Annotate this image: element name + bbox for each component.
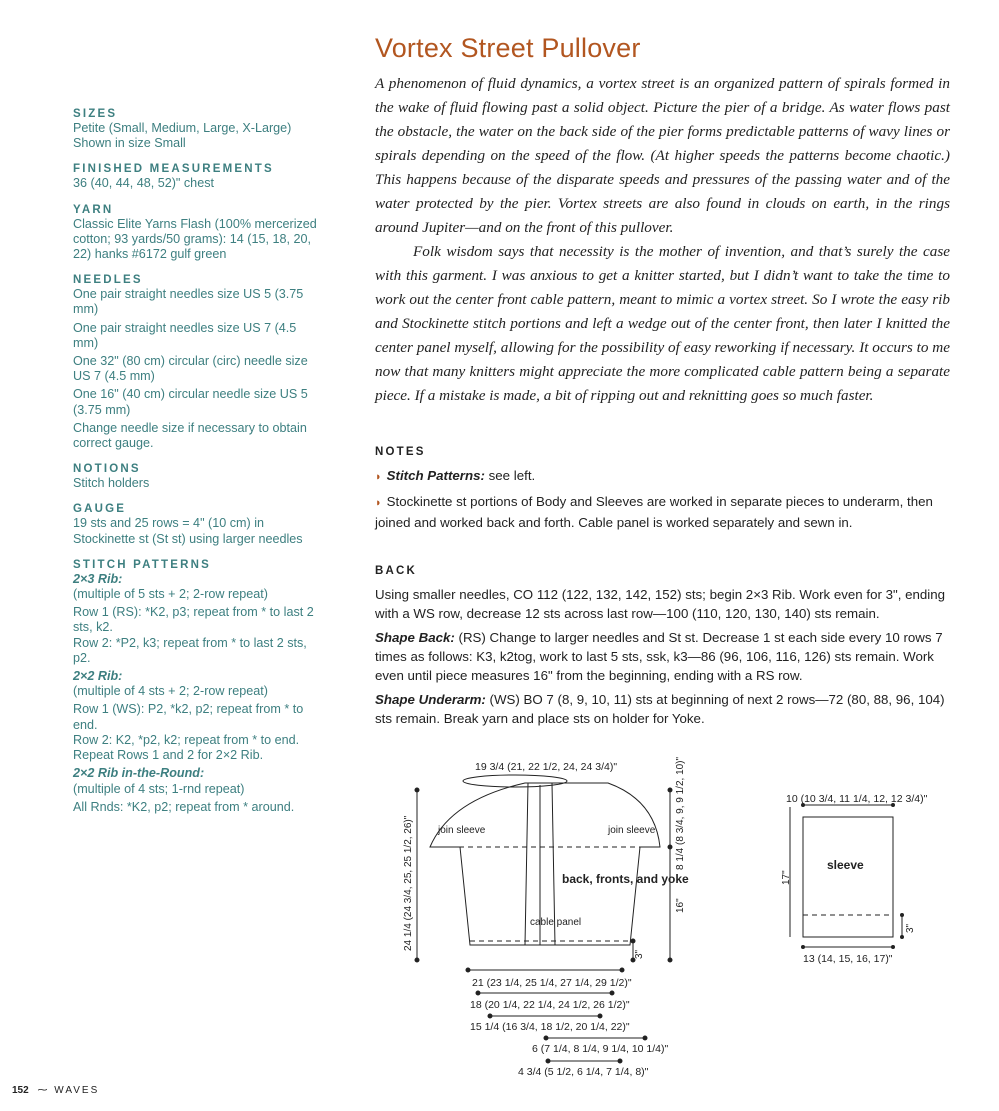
back-paragraph-1: Using smaller needles, CO 112 (122, 132, 142, 152) sts; begin 2×3 Rib. Work even for 3", ending with a WS row, decrease 12 sts across last row—100 (110, 120, 130, 140) sts remain. — [375, 587, 946, 621]
rib23-row2: Row 2: *P2, k3; repeat from * to last 2 sts, p2. — [73, 635, 307, 665]
needles-list — [73, 287, 323, 451]
shape-underarm-label: Shape Underarm: — [375, 692, 486, 707]
back-heading: BACK — [375, 565, 418, 577]
notions-heading: NOTIONS — [73, 463, 141, 476]
body-length-label: 16" — [675, 898, 686, 913]
join-sleeve-right: join sleeve — [608, 825, 656, 836]
gauge-heading: GAUGE — [73, 503, 127, 516]
ribround-multiple: (multiple of 4 sts; 1-rnd repeat) — [73, 781, 245, 796]
rib22-row1: Row 1 (WS): P2, *k2, p2; repeat from * to end. — [73, 702, 304, 732]
sleeve-top-label: 10 (10 3/4, 11 1/4, 12, 12 3/4)" — [786, 793, 928, 805]
yarn-heading: YARN — [73, 203, 114, 216]
bullet-icon: ◗ — [375, 497, 382, 509]
sizes-line: Petite (Small, Medium, Large, X-Large) — [73, 121, 292, 135]
notes-b2-text: Stockinette st portions of Body and Sleeves are worked in separate pieces to underarm, then joined and worked back and forth. Cable panel is worked separately and sewn in. — [375, 494, 933, 530]
notes-heading: NOTES — [375, 446, 426, 458]
notes-bullet-2 — [375, 492, 950, 532]
page-title: Vortex Street Pullover — [375, 33, 641, 63]
back-paragraph-3 — [375, 690, 950, 728]
back-section — [375, 562, 950, 733]
width2-label: 18 (20 1/4, 22 1/4, 24 1/2, 26 1/2)" — [470, 999, 630, 1011]
yoke-depth-label: 8 1/4 (8 3/4, 9, 9 1/2, 10)" — [675, 756, 686, 870]
needle-item: One pair straight needles size US 5 (3.75 mm) — [73, 287, 304, 317]
ribround-title: 2×2 Rib in-the-Round: — [73, 766, 205, 781]
finished-section — [73, 163, 323, 191]
yarn-section — [73, 204, 323, 263]
needle-item: One 32" (80 cm) circular (circ) needle size US 7 (4.5 mm) — [73, 354, 308, 384]
sleeve-length-label: 17" — [781, 870, 792, 885]
rib22-multiple: (multiple of 4 sts + 2; 2-row repeat) — [73, 684, 268, 699]
schematic-diagram — [390, 755, 950, 1080]
stitch-patterns-body — [73, 572, 323, 815]
width5-label: 4 3/4 (5 1/2, 6 1/4, 7 1/4, 8)" — [518, 1066, 649, 1078]
finished-heading: FINISHED MEASUREMENTS — [73, 163, 274, 176]
page-number: 152 — [12, 1085, 29, 1096]
rib23-title: 2×3 Rib: — [73, 571, 123, 586]
notes-b1-text: see left. — [488, 468, 536, 483]
needles-heading: NEEDLES — [73, 274, 143, 287]
width1-label: 21 (23 1/4, 25 1/4, 27 1/4, 29 1/2)" — [472, 977, 632, 989]
gauge-value: 19 sts and 25 rows = 4" (10 cm) in Stockinette st (St st) using larger needles — [73, 516, 303, 546]
sleeve-outline — [803, 817, 893, 937]
shape-back-label: Shape Back: — [375, 630, 455, 645]
rib23-row1: Row 1 (RS): *K2, p3; repeat from * to last 2 sts, k2. — [73, 605, 314, 635]
width4-label: 6 (7 1/4, 8 1/4, 9 1/4, 10 1/4)" — [532, 1043, 669, 1055]
needles-section — [73, 274, 323, 451]
sizes-section — [73, 108, 323, 151]
stitch-patterns-heading: STITCH PATTERNS — [73, 558, 211, 571]
notes-b1-label: Stitch Patterns: — [386, 468, 485, 483]
notes-section — [375, 443, 950, 537]
intro-paragraph-1: A phenomenon of fluid dynamics, a vortex street is an organized pattern of spirals formed in the wake of fluid flowing past a solid object. Picture the pier of a bridge. As water flows past the obstacle, the water on the back side of the pier forms predictable patterns of wavy lines or spirals depending on the speed of the flow. (At higher speeds the patterns become chaotic.) This happens because of the disparate speeds and pressures of the passing water and of the water protected by the pier. Vortex streets are also found in clouds on earth, in the rings around Jupiter—and on the front of this pullover. — [375, 75, 950, 236]
gauge-section — [73, 503, 323, 546]
ribround-all: All Rnds: *K2, p2; repeat from * around. — [73, 799, 295, 814]
shape-back-text: (RS) Change to larger needles and St st. Decrease 1 st each side every 10 rows 7 times as follows: K3, k2tog, work to last 5 sts, ssk, k3—86 (96, 106, 116, 126) sts remain. Work even until piece measures 16" from the beginning, ending with a RS row. — [375, 630, 943, 683]
sleeve-rib-label: 3" — [905, 923, 916, 933]
page-footer — [12, 1085, 99, 1096]
intro-text — [375, 72, 950, 408]
total-length-label: 24 1/4 (24 3/4, 25, 25 1/2, 26)" — [403, 815, 414, 951]
needle-item: Change needle size if necessary to obtain correct gauge. — [73, 420, 307, 451]
rib22-row2: Row 2: K2, *p2, k2; repeat from * to end. — [73, 732, 300, 747]
rib-depth-label: 3" — [634, 949, 645, 959]
bullet-icon: ◗ — [375, 471, 382, 483]
yarn-value: Classic Elite Yarns Flash (100% mercerized cotton; 93 yards/50 grams): 14 (15, 18, 20, 22) hanks #6172 gulf green — [73, 216, 317, 262]
notes-bullet-1 — [375, 466, 950, 487]
stitch-patterns-section — [73, 559, 323, 815]
sizes-shown: Shown in size Small — [73, 136, 186, 151]
sleeve-label: sleeve — [827, 858, 864, 872]
shape-underarm-text: (WS) BO 7 (8, 9, 10, 11) sts at beginning of next 2 rows—72 (80, 88, 96, 104) sts remain. Break yarn and place sts on holder for Yoke. — [375, 692, 945, 726]
rib22-title: 2×2 Rib: — [73, 669, 123, 684]
rib22-repeat: Repeat Rows 1 and 2 for 2×2 Rib. — [73, 748, 264, 763]
specs-column — [73, 108, 323, 827]
rib23-multiple: (multiple of 5 sts + 2; 2-row repeat) — [73, 587, 268, 602]
needle-item: One 16" (40 cm) circular needle size US 5 (3.75 mm) — [73, 387, 308, 417]
sleeve-bottom-label: 13 (14, 15, 16, 17)" — [803, 953, 893, 965]
cable-panel-label: cable panel — [530, 917, 582, 928]
neck-label: 19 3/4 (21, 22 1/2, 24, 24 3/4)" — [475, 761, 618, 773]
join-sleeve-left: join sleeve — [438, 825, 486, 836]
intro-paragraph-2: Folk wisdom says that necessity is the mother of invention, and that’s surely the case with this garment. I was anxious to get a knitter started, but I didn’t want to take the time to work out the center front cable pattern, meant to mimic a vortex street. So I wrote the easy rib and Stockinette stitch portions and left a wedge out of the center front, then later I knitted the center panel myself, allowing for the possibility of easy reworking if necessary. It occurs to me now that many knitters might appreciate the more complicated cable pattern being a separate piece. If a mistake is made, a bit of ripping out and reknitting goes so much faster. — [375, 243, 950, 404]
finished-value: 36 (40, 44, 48, 52)" chest — [73, 176, 214, 191]
width3-label: 15 1/4 (16 3/4, 18 1/2, 20 1/4, 22)" — [470, 1021, 630, 1033]
sizes-heading: SIZES — [73, 108, 118, 120]
waves-logo-icon: ⁓ — [37, 1085, 50, 1096]
notions-section — [73, 463, 323, 491]
sizes-list — [73, 121, 323, 151]
needle-item: One pair straight needles size US 7 (4.5 mm) — [73, 320, 297, 350]
main-piece-label: back, fronts, and yoke — [562, 872, 689, 886]
section-name: WAVES — [54, 1085, 100, 1096]
notions-value: Stitch holders — [73, 476, 150, 491]
back-paragraph-2 — [375, 628, 950, 685]
